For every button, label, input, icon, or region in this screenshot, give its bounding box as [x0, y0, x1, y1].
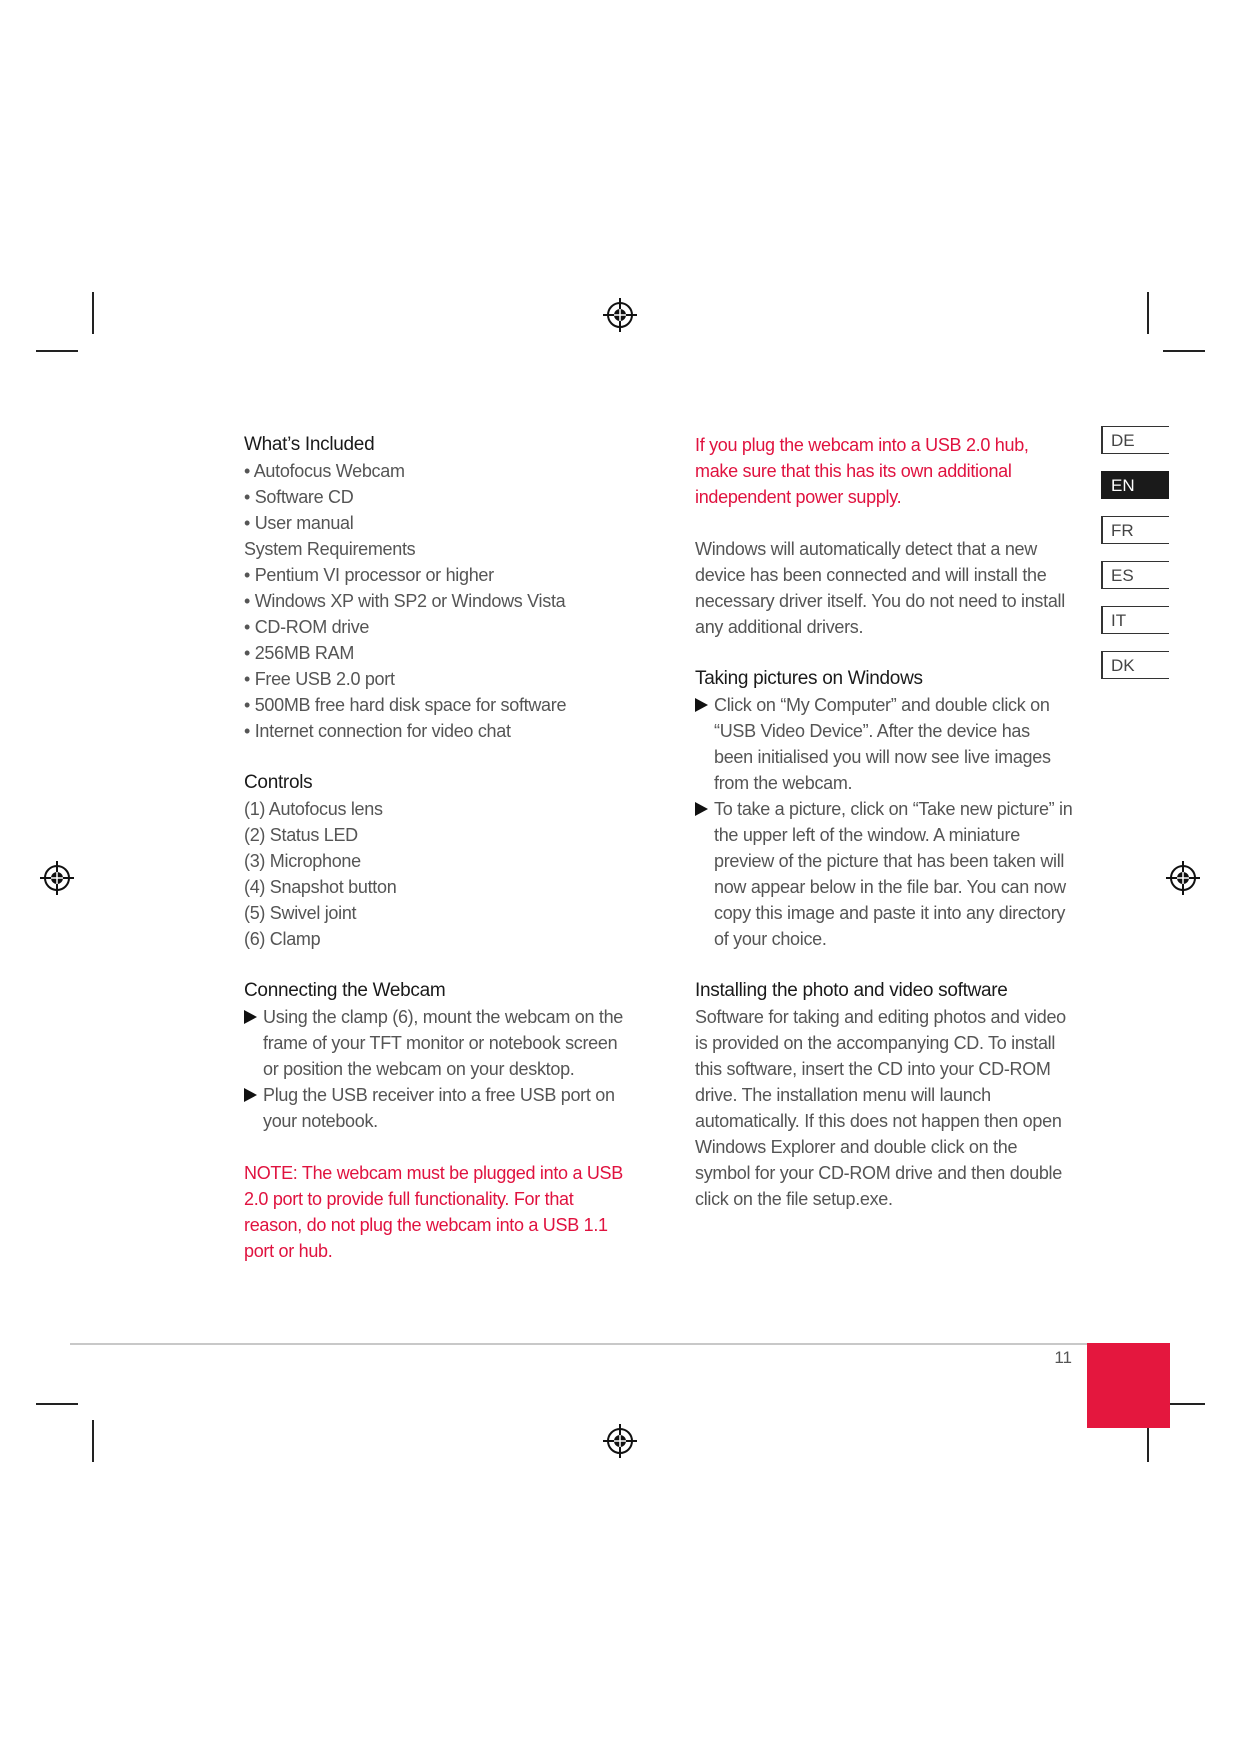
connecting-step: Plug the USB receiver into a free USB port on your notebook.	[244, 1082, 634, 1134]
requirement-item: • 500MB free hard disk space for software	[244, 695, 567, 715]
registration-mark-icon	[40, 861, 74, 895]
pictures-step: To take a picture, click on “Take new picture” in the upper left of the window. A miniature preview of the picture that has been taken will now appear below in the file bar. You can now copy this image and paste it into any directory of your choice.	[695, 796, 1073, 952]
arrow-icon	[695, 698, 708, 712]
language-tab-en[interactable]: EN	[1101, 471, 1169, 499]
control-item: (4) Snapshot button	[244, 877, 397, 897]
crop-mark	[1163, 350, 1205, 352]
hub-warning: If you plug the webcam into a USB 2.0 hub, make sure that this has its own additional independent power supply.	[695, 435, 1029, 507]
arrow-icon	[244, 1010, 257, 1024]
connecting-heading: Connecting the Webcam	[244, 980, 446, 1001]
language-tab-fr[interactable]: FR	[1101, 516, 1169, 544]
requirement-item: • Internet connection for video chat	[244, 721, 511, 741]
language-tab-es[interactable]: ES	[1101, 561, 1169, 589]
crop-mark	[36, 350, 78, 352]
registration-mark-icon	[603, 1424, 637, 1458]
crop-mark	[92, 292, 94, 334]
software-heading: Installing the photo and video software	[695, 980, 1008, 1001]
requirement-item: • 256MB RAM	[244, 643, 355, 663]
control-item: (2) Status LED	[244, 825, 358, 845]
registration-mark-icon	[1166, 861, 1200, 895]
requirement-item: • CD-ROM drive	[244, 617, 370, 637]
control-item: (5) Swivel joint	[244, 903, 357, 923]
software-text: Software for taking and editing photos and video is provided on the accompanying CD. To install this software, insert the CD into your CD-ROM drive. The installation menu will launch automatically. If this does not happen then open Windows Explorer and double click on the symbol for your CD-ROM drive and then double click on the file setup.exe.	[695, 1007, 1066, 1209]
control-item: (6) Clamp	[244, 929, 321, 949]
left-column	[244, 432, 634, 1264]
requirement-item: • Windows XP with SP2 or Windows Vista	[244, 591, 566, 611]
control-item: (1) Autofocus lens	[244, 799, 383, 819]
controls-heading: Controls	[244, 772, 313, 793]
auto-detect-text: Windows will automatically detect that a new device has been connected and will install the necessary driver itself. You do not need to install any additional drivers.	[695, 539, 1065, 637]
crop-mark	[1147, 292, 1149, 334]
connecting-step: Using the clamp (6), mount the webcam on the frame of your TFT monitor or notebook screen or position the webcam on your desktop.	[244, 1004, 634, 1082]
language-tab-dk[interactable]: DK	[1101, 651, 1169, 679]
requirements-heading: System Requirements	[244, 539, 416, 559]
page-number: 11	[1054, 1348, 1072, 1367]
included-heading: What’s Included	[244, 434, 375, 455]
included-item: • User manual	[244, 513, 354, 533]
pictures-step: Click on “My Computer” and double click on “USB Video Device”. After the device has been initialised you will now see live images from the webcam.	[695, 692, 1073, 796]
included-item: • Autofocus Webcam	[244, 461, 405, 481]
right-column	[695, 432, 1073, 1212]
arrow-icon	[695, 802, 708, 816]
registration-mark-icon	[603, 298, 637, 332]
included-item: • Software CD	[244, 487, 354, 507]
arrow-icon	[244, 1088, 257, 1102]
language-tab-it[interactable]: IT	[1101, 606, 1169, 634]
page-color-block	[1087, 1343, 1170, 1428]
usb-note: NOTE: The webcam must be plugged into a USB 2.0 port to provide full functionality. For that reason, do not plug the webcam into a USB 1.1 port or hub.	[244, 1163, 623, 1261]
footer-divider	[70, 1343, 1170, 1345]
language-tab-de[interactable]: DE	[1101, 426, 1169, 454]
crop-mark	[36, 1403, 78, 1405]
control-item: (3) Microphone	[244, 851, 361, 871]
requirement-item: • Free USB 2.0 port	[244, 669, 395, 689]
pictures-heading: Taking pictures on Windows	[695, 668, 923, 689]
requirement-item: • Pentium VI processor or higher	[244, 565, 494, 585]
crop-mark	[92, 1420, 94, 1462]
